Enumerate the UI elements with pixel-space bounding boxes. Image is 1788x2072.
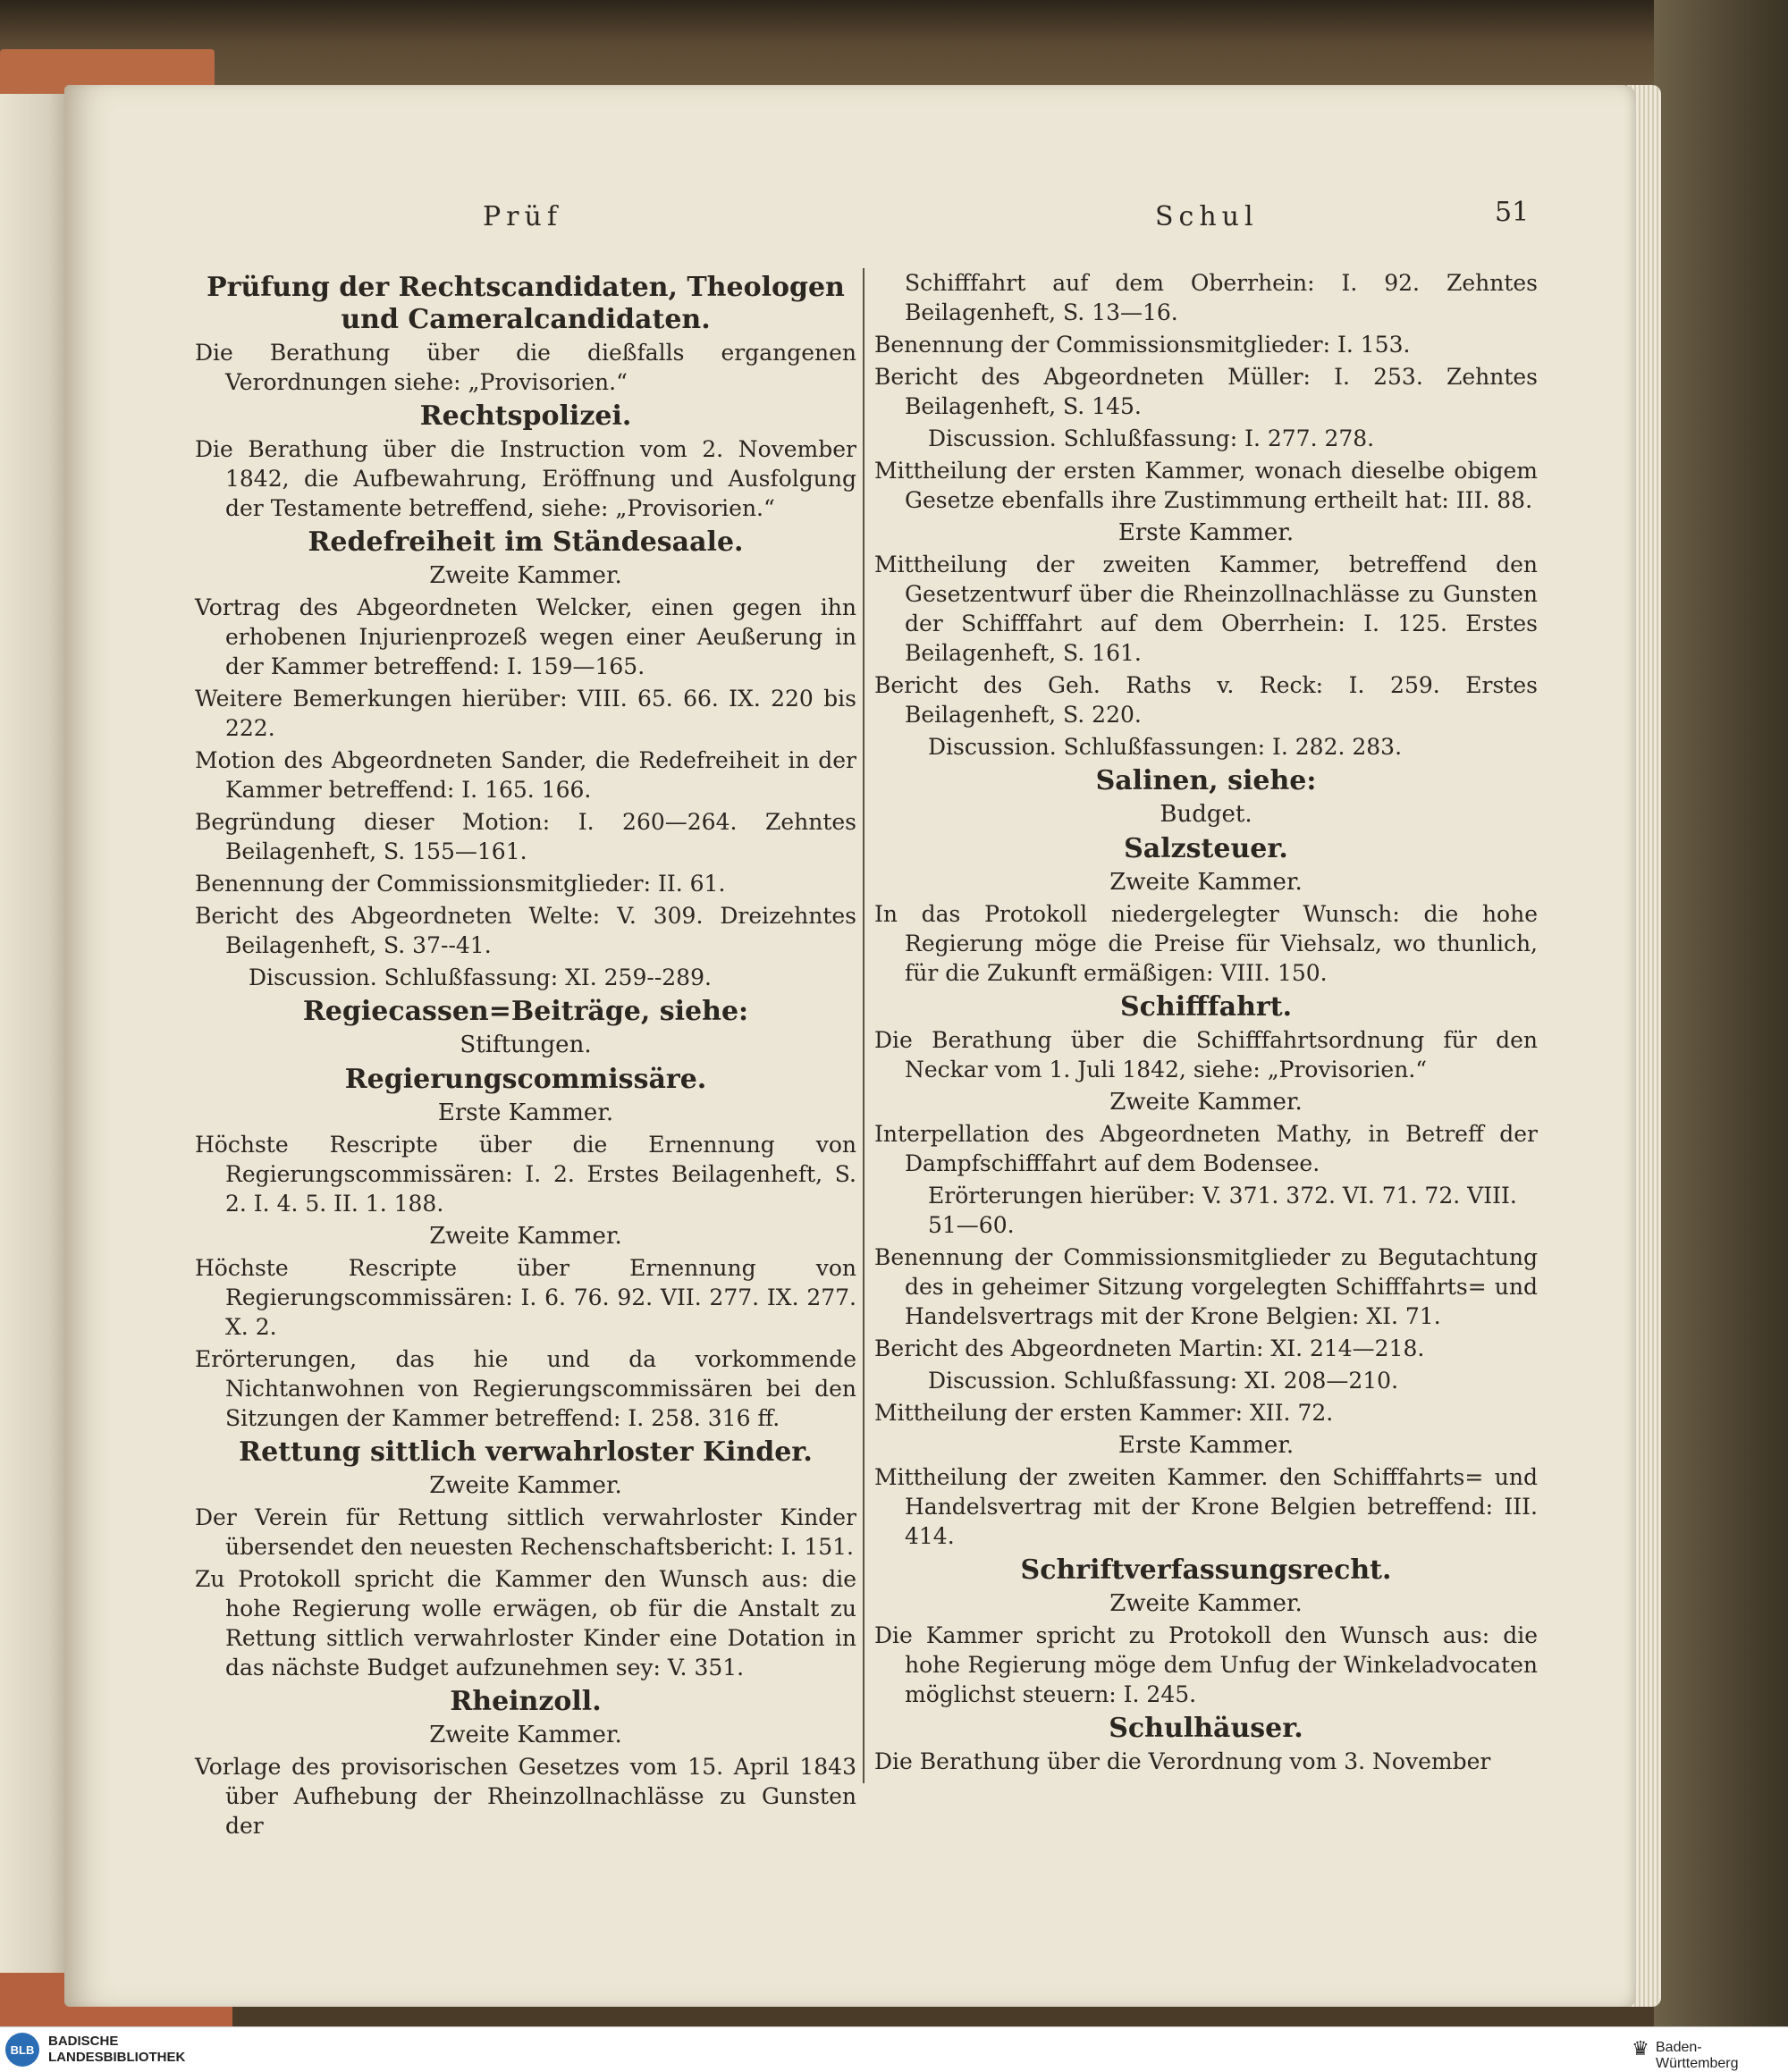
index-entry: Weitere Bemerkungen hierüber: VIII. 65. 66. IX. 220 bis 222. [195,686,856,741]
index-entry: Die Berathung über die Verordnung vom 3. November [874,1748,1491,1774]
book-cover-right [1654,0,1788,2026]
index-heading: Rettung sittlich verwahrloster Kinder. [239,1436,813,1468]
index-entry: Bericht des Abgeordneten Welte: V. 309. Dreizehntes Beilagenheft, S. 37--41. [195,903,856,958]
index-heading: Schulhäuser. [1109,1713,1303,1744]
index-entry: In das Protokoll niedergelegter Wunsch: die hohe Regierung möge die Preise für Viehsalz, wo thunlich, für die Zukunft ermäßigen: VIII. 150. [874,901,1538,986]
index-entry: Höchste Rescripte über Ernennung von Regierungscommissären: I. 6. 76. 92. VII. 277. IX. 277. X. 2. [195,1255,856,1340]
index-entry: Erörterungen hierüber: V. 371. 372. VI. 71. 72. VIII. 51—60. [928,1183,1517,1238]
index-entry: Die Berathung über die Schifffahrtsordnung für den Neckar vom 1. Juli 1842, siehe: „Provisorien.“ [874,1027,1538,1082]
index-entry: Bericht des Abgeordneten Martin: XI. 214—218. [874,1335,1425,1361]
index-heading: Schriftverfassungsrecht. [1020,1554,1392,1586]
column-divider [863,268,864,1783]
index-entry: Die Berathung über die dießfalls ergangenen Verordnungen siehe: „Provisorien.“ [195,340,856,395]
viewer-footer [0,2026,1788,2072]
index-entry: Höchste Rescripte über die Ernennung von Regierungscommissären: I. 2. Erstes Beilagenheft, S. 2. I. 4. 5. II. 1. 188. [195,1132,856,1217]
index-entry: Der Verein für Rettung sittlich verwahrloster Kinder übersendet den neuesten Rechenschaftsbericht: I. 151. [195,1504,856,1560]
index-subheading: Zweite Kammer. [1109,1590,1303,1617]
index-entry: Vorlage des provisorischen Gesetzes vom 15. April 1843 über Aufhebung der Rheinzollnachlässe zu Gunsten der [195,1754,856,1839]
state-name[interactable]: Baden-Württemberg [1656,2040,1739,2071]
book-binding-top [0,0,1788,98]
index-entry: Erörterungen, das hie und da vorkommende Nichtanwohnen von Regierungscommissären bei den Sitzungen der Kammer betreffend: I. 258. 316 ff. [195,1346,856,1431]
page-number: 51 [1495,197,1530,228]
index-heading: Prüfung der Rechtscandidaten, Theologen und Cameralcandidaten. [207,272,845,335]
index-entry: Mittheilung der ersten Kammer, wonach dieselbe obigem Gesetze ebenfalls ihre Zustimmung ertheilt hat: III. 88. [874,458,1538,513]
index-entry: Die Kammer spricht zu Protokoll den Wunsch aus: die hohe Regierung möge dem Unfug der Winkeladvocaten möglichst steuern: I. 245. [874,1622,1538,1707]
index-entry: Discussion. Schlußfassungen: I. 282. 283. [928,734,1403,760]
index-subheading: Zweite Kammer. [429,1472,622,1499]
index-column-right [874,268,1538,1779]
library-name-line2: LANDESBIBLIOTHEK [48,2050,186,2065]
index-subheading: Erste Kammer. [437,1099,614,1126]
index-heading: Redefreiheit im Ständesaale. [308,526,744,558]
index-subheading: Erste Kammer. [1118,519,1295,546]
index-heading: Schifffahrt. [1119,991,1293,1023]
index-heading: Regiecassen=Beiträge, siehe: [302,996,749,1027]
index-entry: Discussion. Schlußfassung: XI. 208—210. [928,1368,1399,1394]
index-subheading: Zweite Kammer. [429,1722,622,1748]
index-entry: Mittheilung der zweiten Kammer, betreffend den Gesetzentwurf über die Rheinzollnachlässe zu Gunsten der Schifffahrt auf dem Oberrhein: I. 125. Erstes Beilagenheft, S. 161. [874,552,1538,666]
index-entry: Die Berathung über die Instruction vom 2. November 1842, die Aufbewahrung, Eröffnung und Ausfolgung der Testamente betreffend, siehe: „Provisorien.“ [195,436,856,521]
index-entry: Benennung der Commissionsmitglieder: I. 153. [874,332,1411,358]
index-subheading: Zweite Kammer. [429,562,622,589]
lions-crest-icon[interactable]: ♛ [1632,2038,1649,2060]
index-entry: Interpellation des Abgeordneten Mathy, in Betreff der Dampfschifffahrt auf dem Bodensee. [874,1121,1538,1176]
index-entry: Bericht des Geh. Raths v. Reck: I. 259. Erstes Beilagenheft, S. 220. [874,672,1538,728]
library-name-line1: BADISCHE [48,2034,119,2049]
index-entry: Mittheilung der zweiten Kammer. den Schifffahrts= und Handelsvertrag mit der Krone Belgien betreffend: III. 414. [874,1464,1538,1549]
index-column-left [195,268,856,1843]
index-heading: Rechtspolizei. [419,400,632,432]
index-subheading: Zweite Kammer. [429,1223,622,1250]
running-header-right: Schul [1155,201,1259,232]
index-entry: Benennung der Commissionsmitglieder: II. 61. [195,871,726,897]
index-heading: Salzsteuer. [1124,833,1288,864]
library-name[interactable] [48,2034,227,2066]
blb-logo-icon[interactable]: BLB [5,2033,39,2067]
index-entry: Vortrag des Abgeordneten Welcker, einen gegen ihn erhobenen Injurienprozeß wegen einer Aeußerung in der Kammer betreffend: I. 159—165. [195,594,856,679]
index-heading: Salinen, siehe: [1095,765,1317,796]
index-subheading: Erste Kammer. [1118,1432,1295,1459]
index-subheading: Budget. [1160,801,1252,828]
index-entry: Bericht des Abgeordneten Müller: I. 253. Zehntes Beilagenheft, S. 145. [874,364,1538,419]
index-entry: Schifffahrt auf dem Oberrhein: I. 92. Zehntes Beilagenheft, S. 13—16. [905,270,1538,325]
index-entry: Mittheilung der ersten Kammer: XII. 72. [874,1400,1334,1426]
index-heading: Rheinzoll. [450,1686,602,1717]
index-entry: Discussion. Schlußfassung: I. 277. 278. [928,425,1375,451]
index-entry: Begründung dieser Motion: I. 260—264. Zehntes Beilagenheft, S. 155—161. [195,809,856,864]
running-header-left: Prüf [483,201,562,232]
left-page-edge [0,94,70,1989]
index-entry: Motion des Abgeordneten Sander, die Redefreiheit in der Kammer betreffend: I. 165. 166. [195,747,856,803]
index-subheading: Zweite Kammer. [1109,869,1303,896]
index-entry: Discussion. Schlußfassung: XI. 259--289. [249,964,712,990]
index-entry: Benennung der Commissionsmitglieder zu Begutachtung des in geheimer Sitzung vorgelegten Schifffahrts= und Handelsvertrags mit der Krone Belgien: XI. 71. [874,1244,1538,1329]
index-subheading: Stiftungen. [460,1032,592,1058]
index-entry: Zu Protokoll spricht die Kammer den Wunsch aus: die hohe Regierung wolle erwägen, ob für die Anstalt zu Rettung sittlich verwahrloster Kinder eine Dotation in das nächste Budget aufzunehmen sey: V. 351. [195,1566,856,1680]
index-heading: Regierungscommissäre. [344,1064,707,1095]
index-subheading: Zweite Kammer. [1109,1089,1303,1116]
